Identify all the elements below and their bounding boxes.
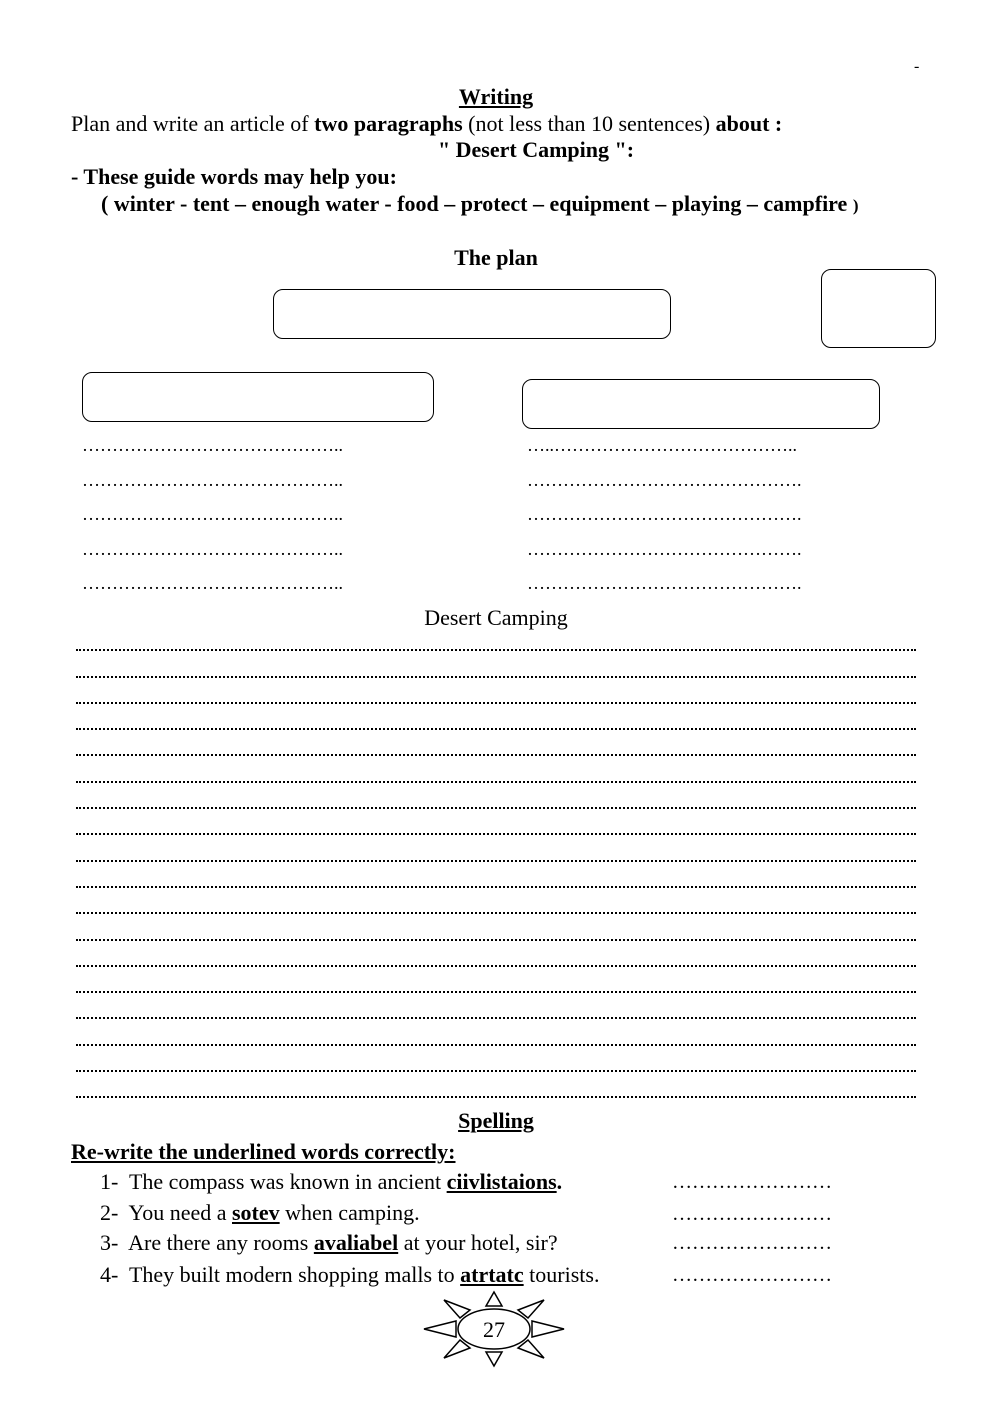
spelling-item-4 xyxy=(100,1261,599,1289)
essay-line[interactable] xyxy=(76,738,916,764)
item-text-after: tourists. xyxy=(523,1262,600,1287)
plan-left-line[interactable]: …………………………………….. xyxy=(82,469,343,490)
item-text-before: Are there any rooms xyxy=(128,1230,314,1255)
spelling-answer-3[interactable]: …………………… xyxy=(672,1232,832,1254)
essay-writing-lines xyxy=(76,633,916,1106)
plan-title-box[interactable] xyxy=(273,289,671,339)
plan-left-line[interactable]: …………………………………….. xyxy=(82,573,343,593)
essay-line[interactable] xyxy=(76,633,916,659)
item-text-before: You need a xyxy=(128,1200,232,1225)
guide-words-close: ) xyxy=(852,196,859,215)
essay-line[interactable] xyxy=(76,659,916,685)
essay-line[interactable] xyxy=(76,1001,916,1027)
essay-line[interactable] xyxy=(76,975,916,1001)
misspelled-word: ciivlistaions xyxy=(446,1169,557,1194)
spelling-item-1 xyxy=(100,1168,562,1196)
guide-words-list: ( winter - tent – enough water - food – protect – equipment – playing – campfire xyxy=(101,191,848,216)
spelling-title: Spelling xyxy=(458,1108,534,1133)
item-number: 1- xyxy=(100,1169,119,1194)
spelling-answer-1[interactable]: …………………… xyxy=(672,1171,832,1193)
essay-line[interactable] xyxy=(76,896,916,922)
instruction-bold-1: two paragraphs xyxy=(314,111,463,136)
guide-words xyxy=(101,191,859,219)
essay-line[interactable] xyxy=(76,843,916,869)
plan-paragraph-1-box[interactable] xyxy=(82,372,434,422)
item-text-after: . xyxy=(556,1169,563,1194)
item-text-after: when camping. xyxy=(279,1200,420,1225)
spelling-answer-2[interactable]: …………………… xyxy=(672,1203,832,1225)
essay-title: Desert Camping xyxy=(424,605,568,630)
spelling-item-3 xyxy=(100,1229,558,1257)
plan-right-line[interactable]: ………………………………………. xyxy=(527,504,802,524)
essay-line[interactable] xyxy=(76,712,916,738)
instruction-text-2: (not less than 10 sentences) xyxy=(462,111,716,136)
essay-line[interactable] xyxy=(76,686,916,712)
plan-right-lines xyxy=(527,428,857,601)
item-text-before: The compass was known in ancient xyxy=(128,1169,447,1194)
essay-line[interactable] xyxy=(76,870,916,896)
plan-paragraph-2-box[interactable] xyxy=(522,379,880,429)
essay-line[interactable] xyxy=(76,922,916,948)
spelling-instruction: Re-write the underlined words correctly: xyxy=(71,1139,456,1164)
misspelled-word: sotev xyxy=(232,1200,280,1225)
plan-left-line[interactable]: …………………………………….. xyxy=(82,435,343,455)
essay-line[interactable] xyxy=(76,791,916,817)
item-number: 2- xyxy=(100,1200,119,1225)
item-number: 3- xyxy=(100,1230,119,1255)
misspelled-word: atrtatc xyxy=(460,1262,524,1287)
spelling-item-2 xyxy=(100,1199,420,1227)
essay-line[interactable] xyxy=(76,817,916,843)
page-number: 27 xyxy=(483,1317,505,1342)
essay-line[interactable] xyxy=(76,949,916,975)
essay-line[interactable] xyxy=(76,764,916,790)
misspelled-word: avaliabel xyxy=(313,1230,399,1255)
plan-right-line[interactable]: ………………………………………. xyxy=(527,538,802,559)
writing-instruction xyxy=(71,111,782,137)
plan-right-line[interactable]: ………………………………………. xyxy=(527,573,802,593)
item-number: 4- xyxy=(100,1262,119,1287)
spelling-answer-4[interactable]: …………………… xyxy=(672,1264,832,1286)
plan-right-line[interactable]: …..………………………………….. xyxy=(527,435,797,455)
plan-corner-box[interactable] xyxy=(821,269,936,348)
item-text-after: at your hotel, sir? xyxy=(398,1230,558,1255)
plan-left-lines xyxy=(82,428,412,601)
instruction-text-1: Plan and write an article of xyxy=(71,111,315,136)
plan-right-line[interactable]: ………………………………………. xyxy=(527,469,802,490)
plan-left-line[interactable]: …………………………………….. xyxy=(82,538,343,559)
writing-topic: " Desert Camping ": xyxy=(437,137,635,162)
guide-intro: - These guide words may help you: xyxy=(71,164,397,189)
plan-title: The plan xyxy=(454,245,538,270)
essay-line[interactable] xyxy=(76,1080,916,1106)
instruction-bold-2: about : xyxy=(715,111,783,136)
sun-page-number xyxy=(420,1288,568,1370)
corner-mark: - xyxy=(914,58,920,75)
essay-line[interactable] xyxy=(76,1027,916,1053)
essay-line[interactable] xyxy=(76,1054,916,1080)
item-text-before: They built modern shopping malls to xyxy=(128,1262,461,1287)
writing-title: Writing xyxy=(458,84,534,109)
plan-left-line[interactable]: …………………………………….. xyxy=(82,504,343,524)
